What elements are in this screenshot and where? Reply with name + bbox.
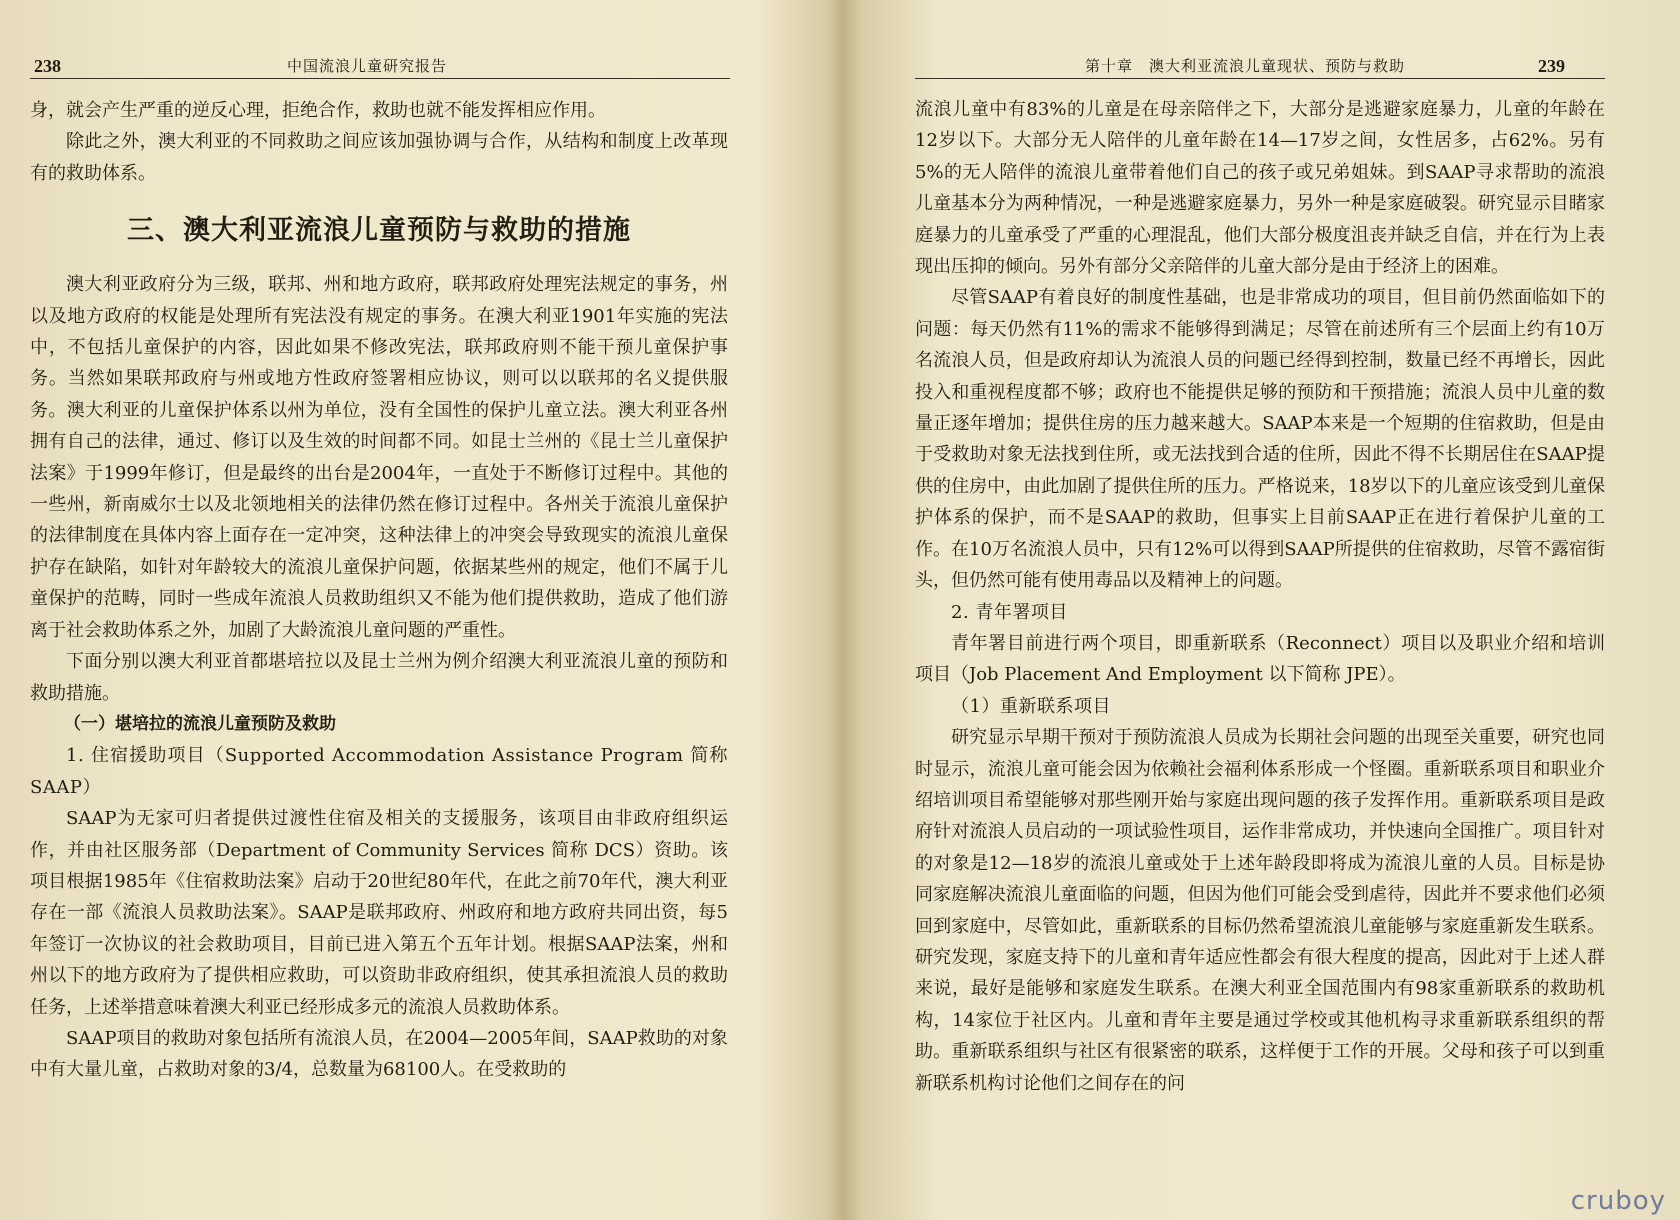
paragraph: SAAP项目的救助对象包括所有流浪人员，在2004—2005年间，SAAP救助的对象中有大量儿童，占救助对象的3/4，总数量为68100人。在受救助的 [30, 1027, 728, 1081]
paragraph: 下面分别以澳大利亚首都堪培拉以及昆士兰州为例介绍澳大利亚流浪儿童的预防和救助措施。 [30, 651, 728, 704]
paragraph: SAAP为无家可归者提供过渡性住宿及相关的支援服务，该项目由非政府组织运作，并由社区服务部（Department of Community Services 简称 DCS）资助。该项目根据1985年《住宿救助法案》启动于20世纪80年代，在此之前70年代，澳大利亚存在一部《流浪人员救助法案》。SAAP是联邦政府、州政府和地方政府共同出资，每5年签订一次协议的社会救助项目，目前已进入第五个五年计划。根据SAAP法案，州和州以下的地方政府为了提供相应救助，可以资助非政府组织，使其承担流浪人员的救助任务，上述举措意味着澳大利亚已经形成多元的流浪人员救助体系。 [30, 808, 728, 1018]
paragraph: 澳大利亚政府分为三级，联邦、州和地方政府，联邦政府处理宪法规定的事务，州以及地方政府的权能是处理所有宪法没有规定的事务。在澳大利亚1901年实施的宪法中，不包括儿童保护的内容，因此如果不修改宪法，联邦政府则不能干预儿童保护事务。当然如果联邦政府与州或地方性政府签署相应协议，则可以以联邦的名义提供服务。澳大利亚的儿童保护体系以州为单位，没有全国性的保护儿童立法。澳大利亚各州拥有自己的法律，通过、修订以及生效的时间都不同。如昆士兰州的《昆士兰儿童保护法案》于1999年修订，但是最终的出台是2004年，一直处于不断修订过程中。其他的一些州，新南威尔士以及北领地相关的法律仍然在修订过程中。各州关于流浪儿童保护的法律制度在具体内容上面存在一定冲突，这种法律上的冲突会导致现实的流浪儿童保护存在缺陷，如针对年龄较大的流浪儿童保护问题，依据某些州的规定，他们不属于儿童保护的范畴，同时一些成年流浪人员救助组织又不能为他们提供救助，造成了他们游离于社会救助体系之外，加剧了大龄流浪儿童问题的严重性。 [30, 274, 728, 641]
paragraph: 青年署目前进行两个项目，即重新联系（Reconnect）项目以及职业介绍和培训项目（Job Placement And Employment 以下简称 JPE）。 [915, 632, 1605, 686]
left-page [30, 0, 730, 1220]
paragraph: 身，就会产生严重的逆反心理，拒绝合作，救助也就不能发挥相应作用。 [30, 100, 606, 121]
item-heading: 1. 住宿援助项目（Supported Accommodation Assistance Program 简称 SAAP） [30, 745, 728, 798]
paragraph: 尽管SAAP有着良好的制度性基础，也是非常成功的项目，但目前仍然面临如下的问题：每天仍然有11%的需求不能够得到满足；尽管在前述所有三个层面上约有10万名流浪人员，但是政府却认为流浪人员的问题已经得到控制，数量已经不再增长，因此投入和重视程度都不够；政府也不能提供足够的预防和干预措施；流浪人员中儿童的数量正逐年增加；提供住房的压力越来越大。SAAP本来是一个短期的住宿救助，但是由于受救助对象无法找到住所，或无法找到合适的住所，因此不得不长期居住在SAAP提供的住房中，由此加剧了提供住所的压力。严格说来，18岁以下的儿童应该受到儿童保护体系的保护，而不是SAAP的救助，但事实上目前SAAP正在进行着保护儿童的工作。在10万名流浪人员中，只有12%可以得到SAAP所提供的住宿救助，尽管不露宿街头，但仍然可能有使用毒品以及精神上的问题。 [915, 287, 1605, 592]
paragraph: 除此之外，澳大利亚的不同救助之间应该加强协调与合作，从结构和制度上改革现有的救助体系。 [30, 131, 728, 184]
right-running-title: 第十章 澳大利亚流浪儿童现状、预防与救助 [1085, 57, 1406, 75]
right-running-head [915, 52, 1605, 79]
right-page [915, 0, 1605, 1220]
left-page-number: 238 [34, 56, 61, 76]
right-page-number: 239 [1538, 56, 1565, 76]
item-heading: 2. 青年署项目 [951, 601, 1068, 623]
right-body-text [915, 94, 1605, 1099]
left-running-title: 中国流浪儿童研究报告 [287, 57, 448, 75]
section-title: 三、澳大利亚流浪儿童预防与救助的措施 [127, 215, 631, 247]
paragraph: 流浪儿童中有83%的儿童是在母亲陪伴之下，大部分是逃避家庭暴力，儿童的年龄在12岁以下。大部分无人陪伴的儿童年龄在14—17岁之间，女性居多，占62%。另有5%的无人陪伴的流浪儿童带着他们自己的孩子或兄弟姐妹。到SAAP寻求帮助的流浪儿童基本分为两种情况，一种是逃避家庭暴力，另外一种是家庭破裂。研究显示目睹家庭暴力的儿童承受了严重的心理混乱，他们大部分极度沮丧并缺乏自信，并在行为上表现出压抑的倾向。另外有部分父亲陪伴的儿童大部分是由于经济上的困难。 [915, 99, 1605, 278]
sub-item-heading: （1）重新联系项目 [951, 695, 1111, 717]
watermark: cruboy [1570, 1186, 1666, 1216]
subsection-heading: （一）堪培拉的流浪儿童预防及救助 [64, 713, 336, 734]
paragraph: 研究显示早期干预对于预防流浪人员成为长期社会问题的出现至关重要，研究也同时显示，流浪儿童可能会因为依赖社会福利体系形成一个怪圈。重新联系项目和职业介绍培训项目希望能够对那些刚开始与家庭出现问题的孩子发挥作用。重新联系项目是政府针对流浪人员启动的一项试验性项目，运作非常成功，并快速向全国推广。项目针对的对象是12—18岁的流浪儿童或处于上述年龄段即将成为流浪儿童的人员。目标是协同家庭解决流浪儿童面临的问题，但因为他们可能会受到虐待，因此并不要求他们必须回到家庭中，尽管如此，重新联系的目标仍然希望流浪儿童能够与家庭重新发生联系。研究发现，家庭支持下的儿童和青年适应性都会有很大程度的提高，因此对于上述人群来说，最好是能够和家庭发生联系。在澳大利亚全国范围内有98家重新联系的救助机构，14家位于社区内。儿童和青年主要是通过学校或其他机构寻求重新联系组织的帮助。重新联系组织与社区有很紧密的联系，这样便于工作的开展。父母和孩子可以到重新联系机构讨论他们之间存在的问 [915, 727, 1605, 1094]
left-running-head [30, 52, 730, 79]
left-body-text [30, 95, 728, 1086]
